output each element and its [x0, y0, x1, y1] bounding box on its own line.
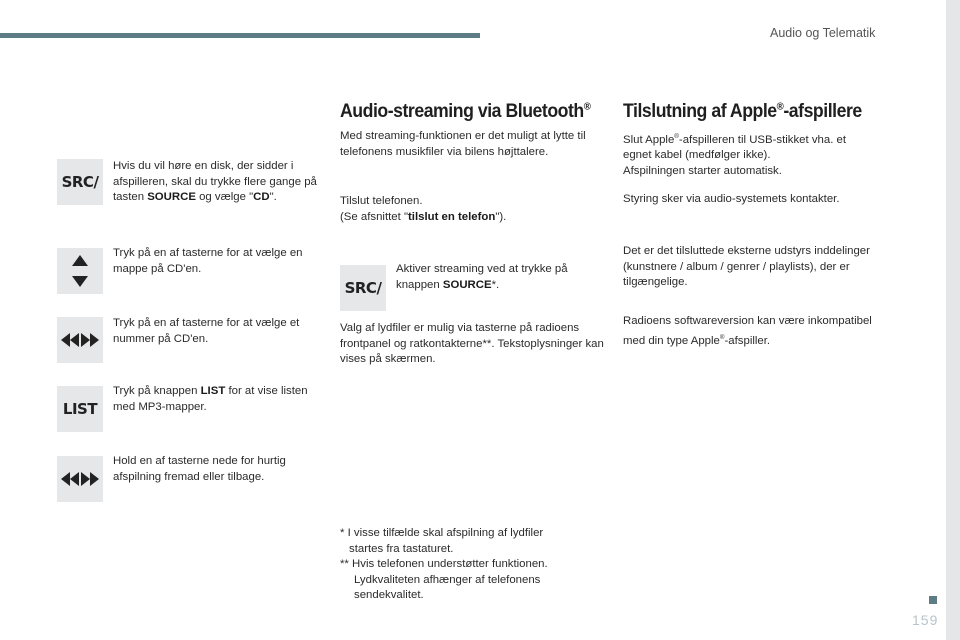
header-accent-bar: [0, 33, 480, 38]
previous-next-icon: [57, 317, 103, 363]
file-selection-text: Valg af lydfiler er mulig via tasterne på radioens frontpanel og ratkontakterne**. Tekstoplysninger kan vises på skærmen.: [340, 322, 604, 365]
bluetooth-intro: Med streaming-funktionen er det muligt at lytte til telefonens musikfiler via bilens højttalere.: [340, 130, 586, 158]
footnotes: * I visse tilfælde skal afspilning af lydfiler startes fra tastaturet. ** Hvis telefonen understøtter funktionen. Lydkvaliteten afhænger af telefonens sendekvalitet.: [340, 527, 548, 601]
apple-connect-text: Slut Apple®-afspilleren til USB-stikket vha. et egnet kabel (medfølger ikke). Afspilningen starter automatisk.: [623, 133, 847, 177]
apple-heading: Tilslutning af Apple®-afspillere: [623, 101, 862, 122]
previous-next-icon: [57, 456, 103, 502]
src-button-icon: SRC/: [57, 159, 103, 205]
track-select-instruction: Tryk på en af tasterne for at vælge et nummer på CD'en.: [113, 317, 300, 345]
list-button-icon: LIST: [57, 386, 103, 432]
apple-control-text: Styring sker via audio-systemets kontakter.: [623, 193, 840, 205]
folder-select-instruction: Tryk på en af tasterne for at vælge en mappe på CD'en.: [113, 247, 303, 275]
cd-source-instruction: Hvis du vil høre en disk, der sidder i afspilleren, skal du trykke flere gange på tasten SOURCE og vælge "CD".: [113, 160, 317, 203]
page-marker: [929, 596, 937, 604]
apple-categories-text: Det er det tilsluttede eksterne udstyrs inddelinger (kunstnere / album / genrer / playlists), der er tilgængelige.: [623, 245, 870, 288]
connect-phone-text: Tilslut telefonen. (Se afsnittet "tilslut en telefon").: [340, 195, 507, 223]
apple-compat-text: Radioens softwareversion kan være inkompatibel med din type Apple®-afspiller.: [623, 315, 872, 347]
up-down-arrows-icon: [57, 248, 103, 294]
page-edge-strip: [946, 0, 960, 640]
section-title: Audio og Telematik: [770, 26, 876, 40]
activate-streaming-text: Aktiver streaming ved at trykke på knappen SOURCE*.: [396, 263, 568, 291]
src-button-icon: SRC/: [340, 265, 386, 311]
bluetooth-heading: Audio-streaming via Bluetooth®: [340, 101, 591, 122]
fast-forward-instruction: Hold en af tasterne nede for hurtig afspilning fremad eller tilbage.: [113, 455, 286, 483]
list-instruction: Tryk på knappen LIST for at vise listen med MP3-mapper.: [113, 385, 308, 413]
page-number: 159: [912, 612, 939, 628]
